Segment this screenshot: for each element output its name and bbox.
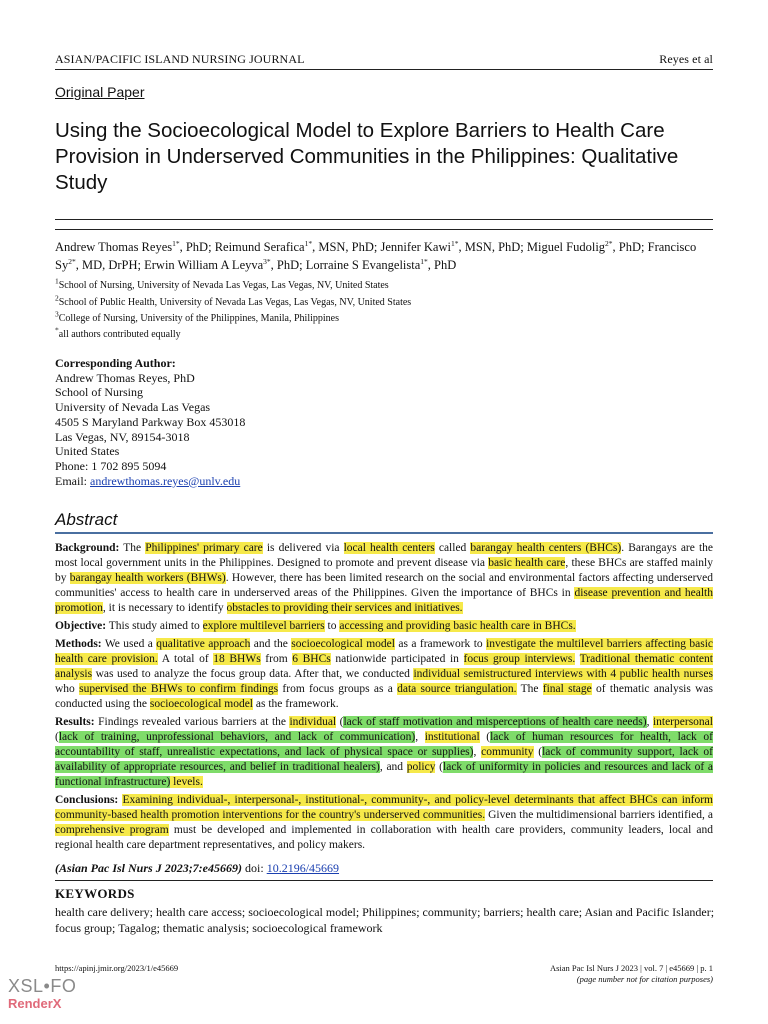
author-affil-mark: 1* [450,238,459,248]
abstract-text: Given the multidimensional barriers identified, a [485,809,713,821]
article-title: Using the Socioecological Model to Explore Barriers to Health Care Provision in Underserved Communities in the Philippines: Qualitative Study [55,119,679,194]
abstract-text: was used to analyze the focus group data. After that, we conducted [92,668,414,680]
author [527,240,648,254]
logo-line1: XSL•FO [8,976,77,996]
highlight-yellow: explore multilevel barriers [202,620,325,632]
citation-line [55,861,339,876]
footer-note: (page number not for citation purposes) [576,974,713,984]
address-line: Andrew Thomas Reyes, PhD [55,370,195,385]
abstract-section [55,793,713,853]
highlight-green: lack of community support, lack of availability of appropriate resources, and belief in traditional healers) [55,746,713,773]
highlight-yellow: local health centers [343,542,435,554]
highlight-yellow: accessing and providing basic health care in BHCs. [339,620,576,632]
highlight-yellow: Examining individual-, interpersonal-, institutional-, community-, and policy-level determinants that affect BHCs can inform community-based health promotion interventions for the country's underserved communities. [55,794,713,821]
author-degrees: , MD, DrPH; [75,258,145,272]
author-name: Jennifer Kawi [380,240,451,254]
corresponding-email-line [55,474,245,489]
highlight-yellow: interpersonal [652,716,713,728]
highlight-yellow: focus group interviews. [463,653,576,665]
author-name: Miguel Fudolig [526,240,606,254]
corresponding-label: Corresponding Author: [55,356,176,370]
abstract-text: , and [379,761,407,773]
keywords-text: health care delivery; health care access; socioecological model; Philippines; community; barriers; health care; Asian and Pacific Islander; focus group; Tagalog; thematic analysis; socioecological framework [55,905,715,935]
abstract-text: , [646,716,653,728]
highlight-yellow: data source triangulation. [397,683,517,695]
highlight-yellow: comprehensive program [55,824,169,836]
corresponding-author [55,356,245,488]
address-line: Las Vegas, NV, 89154-3018 [55,429,190,444]
abstract-text: , [473,746,482,758]
affiliation-text: College of Nursing, University of the Philippines, Manila, Philippines [58,313,340,324]
highlight-yellow: supervised the BHWs to confirm findings [79,683,279,695]
abstract-rule [55,532,713,534]
running-author: Reyes et al [659,52,713,66]
abstract-section-label: Conclusions: [55,794,119,806]
affiliation-mark: 2 [55,293,59,303]
affiliation [55,309,340,324]
abstract-section-label: Methods: [55,638,102,650]
footer-page-line: Asian Pac Isl Nurs J 2023 | vol. 7 | e45669 | p. 1 [549,963,713,973]
highlight-yellow: barangay health workers (BHWs) [69,572,226,584]
abstract-text: must be developed and implemented in collaboration with health care providers, community leaders, local and regional health care department representatives, and policy makers. [55,824,713,851]
abstract-text: ( [336,716,344,728]
address-line: United States [55,444,120,459]
address-line: 4505 S Maryland Parkway Box 453018 [55,414,246,429]
author-degrees: , PhD [427,258,457,272]
author [55,240,215,254]
abstract-text: ( [479,731,491,743]
author-affil-mark: 1* [420,256,428,266]
renderx-logo [8,976,78,1012]
highlight-yellow: 18 BHWs [213,653,261,665]
author-name: Erwin William A Leyva [144,258,264,272]
abstract-text: Findings revealed various barriers at the [94,716,290,728]
abstract-text: is delivered via [262,542,344,554]
logo-line2: RenderX [8,996,62,1011]
affiliation-text: School of Nursing, University of Nevada Las Vegas, Las Vegas, NV, United States [58,280,389,291]
address-line: Phone: 1 702 895 5094 [55,458,167,473]
abstract-section [55,637,713,712]
author-degrees: , MSN, PhD; [312,240,381,254]
abstract-body [55,541,713,856]
doi-label: doi: [242,861,267,875]
footer-url[interactable]: https://apinj.jmir.org/2023/1/e45669 [55,963,179,973]
author-affil-mark: 1* [172,238,180,248]
affiliation-mark: 3 [55,309,59,319]
journal-name: ASIAN/PACIFIC ISLAND NURSING JOURNAL [55,52,305,66]
author [144,258,306,272]
doi-link[interactable]: 10.2196/45669 [266,861,340,875]
affiliation [55,293,412,308]
author-list [55,238,720,274]
email-label: Email: [55,473,90,488]
highlight-yellow: socioecological model [149,698,254,710]
header-rule [55,69,713,70]
abstract-text: who [55,683,80,695]
author-affil-mark: 2* [68,256,76,266]
abstract-text: as the framework. [253,698,339,710]
keywords-heading: KEYWORDS [55,886,135,901]
affiliation-mark: * [55,325,59,335]
highlight-yellow: levels. [170,776,203,788]
author-name: Francisco Sy [55,240,697,272]
author-affil-mark: 2* [605,238,613,248]
citation-text: (Asian Pac Isl Nurs J 2023;7:e45669) [55,861,243,875]
highlight-yellow: obstacles to providing their services and initiatives. [226,602,463,614]
affiliation-mark: 1 [55,276,59,286]
article-type: Original Paper [55,84,145,100]
abstract-text: , it is necessary to identify [102,602,227,614]
abstract-text: nationwide participated in [330,653,464,665]
author-name: Reimund Serafica [214,240,305,254]
abstract-text: from focus groups as a [278,683,398,695]
author [306,258,457,272]
highlight-yellow: community [481,746,534,758]
highlight-yellow: disease prevention and health promotion [55,587,713,614]
author-name: Andrew Thomas Reyes [55,240,173,254]
abstract-text: . Barangays are the most local government units in the Philippines. Designed to promote and prevent disease via [55,542,713,569]
highlight-green: lack of staff motivation and misperceptions of health care needs) [343,716,647,728]
author-name: Lorraine S Evangelista [305,258,421,272]
abstract-text: We used a [101,638,157,650]
abstract-section [55,619,713,634]
address-line: School of Nursing [55,385,143,400]
abstract-text [575,653,579,665]
abstract-section [55,715,713,790]
abstract-text: called [434,542,471,554]
highlight-yellow: socioecological model [291,638,395,650]
keywords-rule [55,880,713,881]
abstract-text: ( [533,746,543,758]
highlight-yellow: individual [289,716,337,728]
abstract-text: The [516,683,543,695]
author-degrees: , PhD; [612,240,648,254]
abstract-text: to [324,620,340,632]
abstract-text: of thematic analysis was conducted using the [55,683,714,710]
highlight-yellow: investigate the multilevel barriers affecting basic health care provision. [55,638,714,665]
affiliation [55,276,389,291]
highlight-yellow: policy [406,761,436,773]
author-affil-mark: 1* [304,238,313,248]
abstract-heading: Abstract [55,510,118,529]
title-rule-top [55,219,713,220]
affiliation-text: all authors contributed equally [58,329,181,340]
highlight-yellow: Traditional thematic content analysis [55,653,713,680]
abstract-text: as a framework to [394,638,487,650]
author [215,240,381,254]
abstract-text: , [415,731,425,743]
author-affil-mark: 3* [263,256,271,266]
highlight-yellow: institutional [424,731,480,743]
abstract-text: A total of [157,653,214,665]
corresponding-address [55,371,245,474]
highlight-green: lack of human resources for health, lack of accountability of staff, unrealistic expectations, and lack of physical space or supplies) [55,731,714,758]
address-line: University of Nevada Las Vegas [55,400,211,415]
highlight-yellow: basic health care [488,557,566,569]
highlight-yellow: 6 BHCs [292,653,331,665]
email-link[interactable]: andrewthomas.reyes@unlv.edu [90,473,241,488]
affiliation [55,325,181,340]
highlight-green: lack of training, unprofessional behaviors, and lack of communication) [58,731,416,743]
abstract-section [55,541,713,616]
abstract-text: The [119,542,146,554]
abstract-text: , these BHCs are staffed mainly by [55,557,713,584]
footer-pageinfo [550,963,713,985]
abstract-text: ( [435,761,444,773]
affiliation-text: School of Public Health, University of Nevada Las Vegas, Las Vegas, NV, United States [58,297,412,308]
highlight-yellow: final stage [542,683,592,695]
abstract-section-label: Results: [55,716,95,728]
highlight-green: lack of uniformity in policies and resources and lack of a functional infrastructure) [55,761,714,788]
abstract-section-label: Objective: [55,620,107,632]
highlight-yellow: individual semistructured interviews with 4 public health nurses [413,668,713,680]
abstract-section-label: Background: [55,542,120,554]
author [381,240,527,254]
abstract-text: This study aimed to [106,620,203,632]
author-degrees: , PhD; [270,258,306,272]
author-degrees: , PhD; [179,240,215,254]
author-degrees: , MSN, PhD; [458,240,527,254]
abstract-text: from [260,653,293,665]
highlight-yellow: Philippines' primary care [145,542,263,554]
abstract-text: . However, there has been limited research on the social and environmental factors affecting underserved communities' access to health care in underserved areas of the Philippines. Given the importance of BHCs in [55,572,714,599]
highlight-yellow: qualitative approach [156,638,251,650]
abstract-text: ( [55,731,59,743]
highlight-yellow: barangay health centers (BHCs) [470,542,622,554]
title-rule-bottom [55,229,713,230]
abstract-text: and the [250,638,292,650]
